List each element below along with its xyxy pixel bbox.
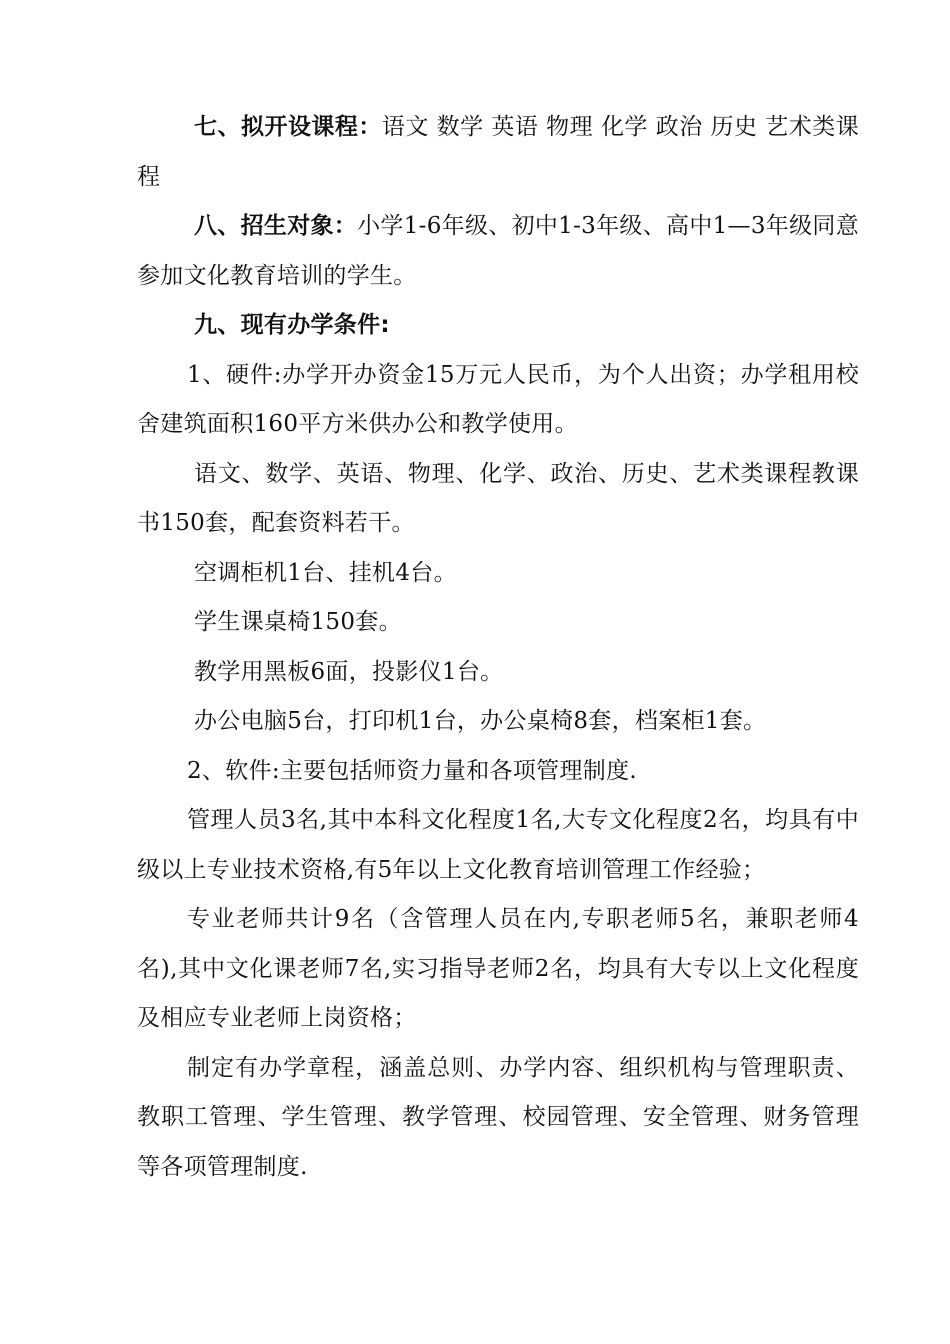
software-managers: 管理人员3名,其中本科文化程度1名,大专文化程度2名，均具有中级以上专业技术资格,有5年以上文化教育培训管理工作经验；: [137, 807, 859, 883]
hardware-ac: 空调柜机1台、挂机4台。: [194, 559, 457, 586]
hardware-intro: 1、硬件:办学开办资金15万元人民币，为个人出资；办学租用校舍建筑面积160平方米供办公和教学使用。: [137, 361, 859, 437]
software-teachers: 专业老师共计9名（含管理人员在内,专职老师5名，兼职老师4名),其中文化课老师7名,实习指导老师2名，均具有大专以上文化程度及相应专业老师上岗资格；: [137, 906, 859, 1031]
section-enrollment: [137, 202, 859, 301]
hardware-books: 语文、数学、英语、物理、化学、政治、历史、艺术类课程教课书150套，配套资料若干。: [137, 460, 859, 536]
section-courses-text: 语文 数学 英语 物理 化学 政治 历史 艺术类课程: [137, 114, 859, 190]
section-courses-heading: 七、拟开设课程：: [194, 114, 382, 140]
hardware-boards: 教学用黑板6面，投影仪1台。: [194, 658, 504, 685]
hardware-office: 办公电脑5台，打印机1台，办公桌椅8套，档案柜1套。: [194, 708, 767, 734]
section-enrollment-heading: 八、招生对象：: [194, 213, 358, 239]
software-intro: 2、软件:主要包括师资力量和各项管理制度.: [187, 757, 637, 784]
document-page: [137, 103, 859, 1192]
software-rules: 制定有办学章程，涵盖总则、办学内容、组织机构与管理职责、教职工管理、学生管理、教学管理、校园管理、安全管理、财务管理等各项管理制度.: [137, 1054, 859, 1180]
section-conditions: [137, 301, 859, 351]
section-courses: [137, 103, 859, 202]
section-conditions-heading: 九、现有办学条件:: [194, 312, 390, 338]
hardware-desks: 学生课桌椅150套。: [194, 609, 402, 635]
section-enrollment-text: 小学1-6年级、初中1-3年级、高中1—3年级同意参加文化教育培训的学生。: [137, 213, 860, 289]
